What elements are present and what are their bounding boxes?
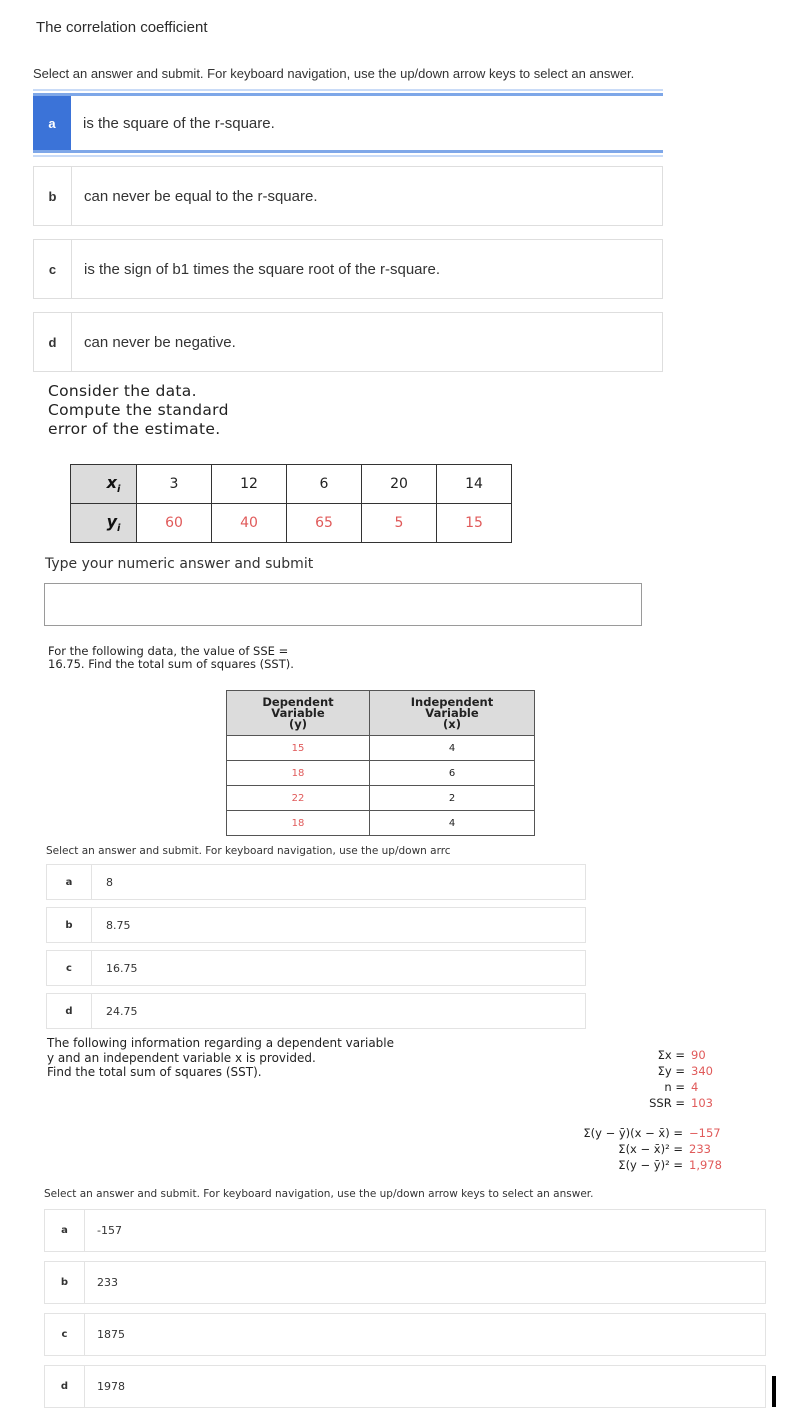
table-header-row bbox=[227, 691, 535, 736]
table-row bbox=[227, 786, 535, 811]
numeric-answer-instruction: Type your numeric answer and submit bbox=[45, 556, 314, 572]
option-text: 1978 bbox=[97, 1380, 125, 1393]
prompt-line: The following information regarding a dependent variable bbox=[47, 1036, 395, 1050]
option-letter: b bbox=[45, 1262, 85, 1303]
q3-option-b[interactable] bbox=[46, 907, 586, 943]
stat-sum-y: Σy = 340 bbox=[657, 1064, 713, 1078]
xy-data-table bbox=[70, 464, 512, 543]
x-cell: 4 bbox=[370, 811, 535, 836]
q3-option-a[interactable] bbox=[46, 864, 586, 900]
option-text: 8 bbox=[106, 875, 113, 889]
y-cell: 18 bbox=[227, 761, 370, 786]
table-row bbox=[227, 736, 535, 761]
option-text: -157 bbox=[97, 1224, 122, 1237]
option-text: 1875 bbox=[97, 1328, 125, 1341]
numeric-answer-input[interactable] bbox=[44, 583, 642, 626]
x-cell: 6 bbox=[370, 761, 535, 786]
option-text: 16.75 bbox=[106, 961, 138, 975]
option-letter: c bbox=[47, 951, 92, 985]
stat-ssr: SSR = 103 bbox=[649, 1096, 713, 1110]
y-value: 15 bbox=[437, 504, 512, 543]
option-text: is the square of the r-square. bbox=[83, 114, 275, 132]
q4-option-b[interactable] bbox=[44, 1261, 766, 1304]
y-value: 5 bbox=[362, 504, 437, 543]
q4-option-d[interactable] bbox=[44, 1365, 766, 1408]
q1-option-c[interactable] bbox=[33, 239, 663, 299]
option-letter: a bbox=[47, 865, 92, 899]
x-value: 12 bbox=[212, 465, 287, 504]
option-letter: a bbox=[33, 96, 71, 150]
option-letter: c bbox=[45, 1314, 85, 1355]
question-4-instructions: Select an answer and submit. For keyboard navigation, use the up/down arrow keys to select an answer. bbox=[44, 1188, 594, 1200]
stat-n: n = 4 bbox=[664, 1080, 699, 1094]
text-cursor-bar bbox=[772, 1376, 776, 1407]
option-letter: d bbox=[34, 313, 72, 371]
option-letter: a bbox=[45, 1210, 85, 1251]
option-text: is the sign of b1 times the square root of the r-square. bbox=[84, 260, 441, 278]
y-row bbox=[71, 504, 512, 543]
option-text: can never be equal to the r-square. bbox=[84, 187, 318, 205]
question-1-instructions: Select an answer and submit. For keyboard navigation, use the up/down arrow keys to select an answer. bbox=[33, 66, 635, 81]
option-text: 233 bbox=[97, 1276, 118, 1289]
table-row bbox=[227, 761, 535, 786]
x-value: 6 bbox=[287, 465, 362, 504]
q1-option-a[interactable] bbox=[33, 93, 663, 153]
prompt-line: Compute the standard bbox=[48, 401, 229, 419]
y-value: 40 bbox=[212, 504, 287, 543]
y-value: 60 bbox=[137, 504, 212, 543]
option-text: can never be negative. bbox=[84, 333, 236, 351]
q1-option-d[interactable] bbox=[33, 312, 663, 372]
prompt-line: 16.75. Find the total sum of squares (SST). bbox=[48, 657, 294, 671]
x-cell: 4 bbox=[370, 736, 535, 761]
y-cell: 15 bbox=[227, 736, 370, 761]
q3-option-d[interactable] bbox=[46, 993, 586, 1029]
option-text: 8.75 bbox=[106, 918, 131, 932]
prompt-line: Find the total sum of squares (SST). bbox=[47, 1065, 262, 1079]
stat-sum-x: Σx = 90 bbox=[657, 1048, 706, 1062]
q1-option-b[interactable] bbox=[33, 166, 663, 226]
stat-sum-sq-x: Σ(x − x̄)² = 233 bbox=[618, 1142, 711, 1156]
stat-sum-sq-y: Σ(y − ȳ)² = 1,978 bbox=[618, 1158, 722, 1172]
x-value: 20 bbox=[362, 465, 437, 504]
stat-sum-cross-products: Σ(y − ȳ)(x − x̄) = −157 bbox=[583, 1126, 721, 1140]
option-letter: d bbox=[47, 994, 92, 1028]
x-value: 3 bbox=[137, 465, 212, 504]
x-value: 14 bbox=[437, 465, 512, 504]
prompt-line: error of the estimate. bbox=[48, 420, 221, 438]
q3-option-c[interactable] bbox=[46, 950, 586, 986]
question-3-prompt bbox=[48, 645, 294, 671]
question-2-prompt bbox=[48, 382, 229, 439]
question-1-title: The correlation coefficient bbox=[36, 19, 208, 36]
question-3-instructions: Select an answer and submit. For keyboard navigation, use the up/down arrc bbox=[46, 845, 451, 857]
independent-variable-header: Independent Variable (x) bbox=[370, 691, 535, 736]
option-letter: c bbox=[34, 240, 72, 298]
y-header: $y_i$ bbox=[71, 504, 137, 543]
q4-option-a[interactable] bbox=[44, 1209, 766, 1252]
option-letter: d bbox=[45, 1366, 85, 1407]
option-letter: b bbox=[47, 908, 92, 942]
y-cell: 22 bbox=[227, 786, 370, 811]
prompt-line: Consider the data. bbox=[48, 382, 197, 400]
x-cell: 2 bbox=[370, 786, 535, 811]
prompt-line: For the following data, the value of SSE = bbox=[48, 644, 289, 658]
sse-data-table bbox=[226, 690, 535, 836]
y-cell: 18 bbox=[227, 811, 370, 836]
question-4-prompt bbox=[47, 1036, 394, 1080]
table-row bbox=[227, 811, 535, 836]
x-header: $x_i$ bbox=[71, 465, 137, 504]
option-text: 24.75 bbox=[106, 1004, 138, 1018]
option-letter: b bbox=[34, 167, 72, 225]
y-value: 65 bbox=[287, 504, 362, 543]
prompt-line: y and an independent variable x is provided. bbox=[47, 1050, 316, 1065]
dependent-variable-header: Dependent Variable (y) bbox=[227, 691, 370, 736]
q4-option-c[interactable] bbox=[44, 1313, 766, 1356]
x-row bbox=[71, 465, 512, 504]
